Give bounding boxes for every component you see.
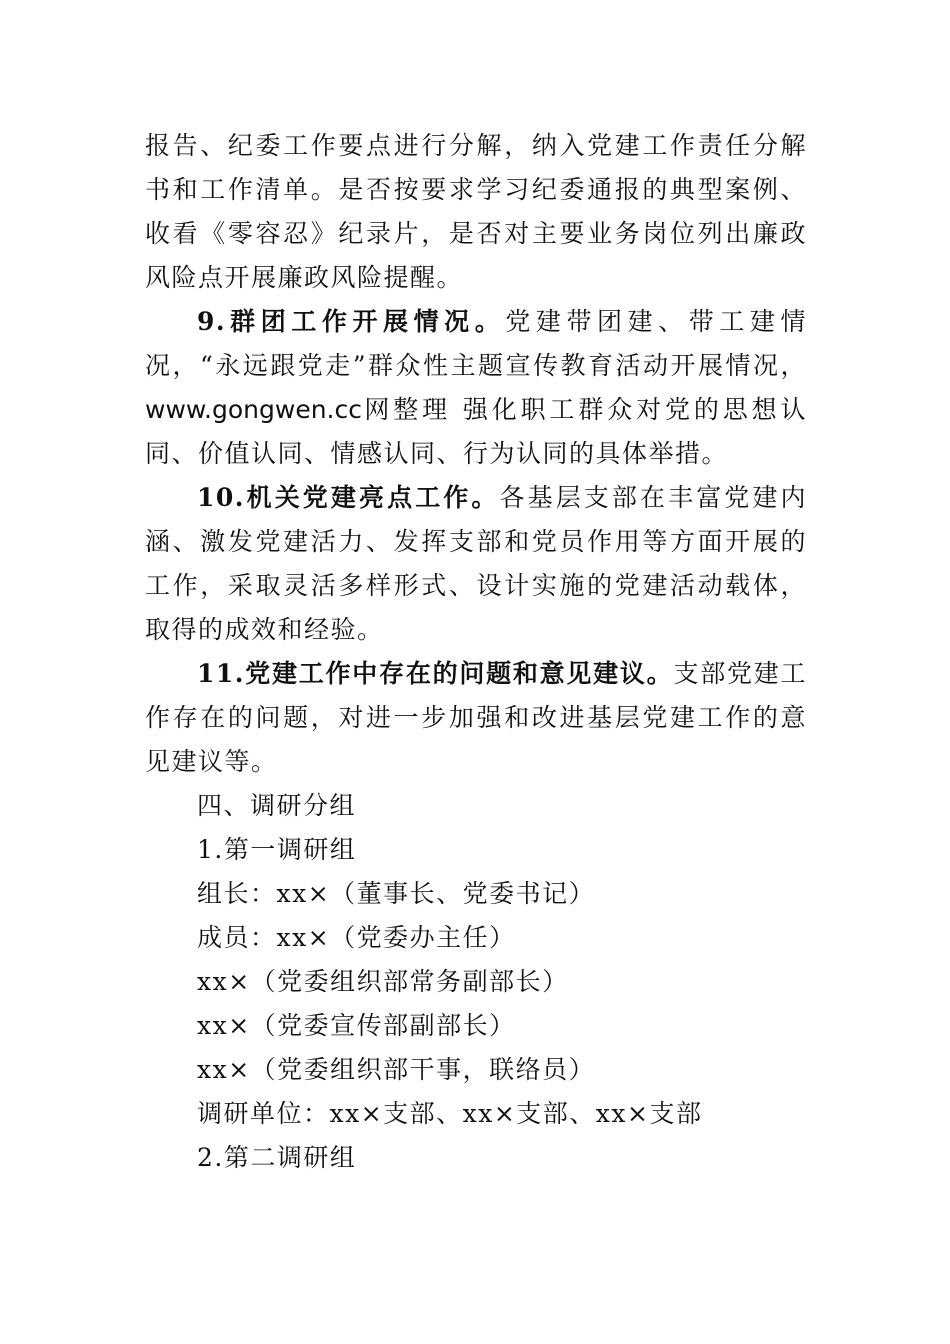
document-page: [145, 124, 807, 1180]
item-11-body: 支部党建工作存在的问题，对进一步加强和改进基层党建工作的意见建议等。: [145, 659, 807, 776]
section-heading: 四、调研分组: [197, 791, 357, 820]
item-9-body-a: 党建带团建、带工建情况，“永远跟党走”群众性主题宣传教育活动开展情况，: [145, 307, 807, 380]
group-1-leader: 组长：xx×（董事长、党委书记）: [197, 879, 596, 908]
group-1-member: 成员：xx×（党委办主任）: [197, 923, 516, 952]
item-10-body: 各基层支部在丰富党建内涵、激发党建活力、发挥支部和党员作用等方面开展的工作，采取灵活多样形式、设计实施的党建活动载体，取得的成效和经验。: [145, 483, 807, 644]
group-1-member: xx×（党委宣传部副部长）: [197, 1011, 516, 1040]
item-10-title: 10.机关党建亮点工作。: [197, 483, 500, 512]
group-2-title: 2.第二调研组: [197, 1143, 357, 1172]
item-9-title: 9.群团工作开展情况。: [197, 307, 506, 336]
paragraph-item-11: [145, 652, 807, 784]
paragraph-discipline-inspection: 报告、纪委工作要点进行分解，纳入党建工作责任分解书和工作清单。是否按要求学习纪委通报的典型案例、收看《零容忍》纪录片，是否对主要业务岗位列出廉政风险点开展廉政风险提醒。: [145, 131, 807, 292]
group-1-title: 1.第一调研组: [197, 835, 357, 864]
item-11-title: 11.党建工作中存在的问题和意见建议。: [197, 659, 674, 688]
item-9-body-b: 网整理 强化职工群众对党的思想认同、价值认同、情感认同、行为认同的具体举措。: [145, 395, 807, 468]
group-1-member: xx×（党委组织部常务副部长）: [197, 967, 569, 996]
group-1-member: xx×（党委组织部干事，联络员）: [197, 1055, 596, 1084]
paragraph-item-9: [145, 300, 807, 476]
item-9-url: www.gongwen.cc: [145, 395, 362, 424]
group-1-units: 调研单位：xx×支部、xx×支部、xx×支部: [197, 1099, 703, 1128]
paragraph-item-10: [145, 476, 807, 652]
